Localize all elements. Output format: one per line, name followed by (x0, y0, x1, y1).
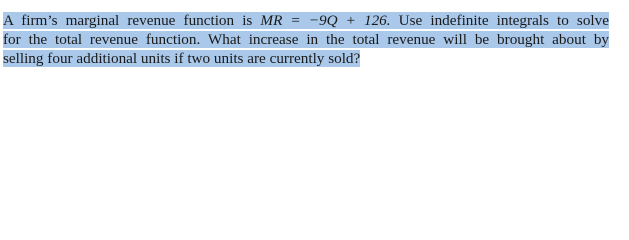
marginal-revenue-equation: MR = −9Q + 126. (260, 12, 391, 29)
highlighted-text (3, 12, 609, 29)
problem-text-segment: selling four additional units if two units are currently sold? (3, 50, 361, 67)
problem-text-segment: Use indefinite integrals to solve (390, 12, 609, 29)
problem-line-1 (3, 11, 609, 30)
highlighted-text (3, 31, 200, 48)
highlighted-text (200, 31, 609, 48)
problem-text-segment: What increase in the total revenue will be brought about by (200, 31, 610, 48)
problem-line-2 (3, 30, 609, 49)
problem-text-segment: A firm’s marginal revenue function is (3, 12, 261, 29)
problem-text-segment: for the total revenue function. (3, 31, 201, 48)
problem-text (3, 11, 609, 68)
problem-line-3 (3, 49, 609, 68)
highlighted-text (3, 50, 360, 67)
